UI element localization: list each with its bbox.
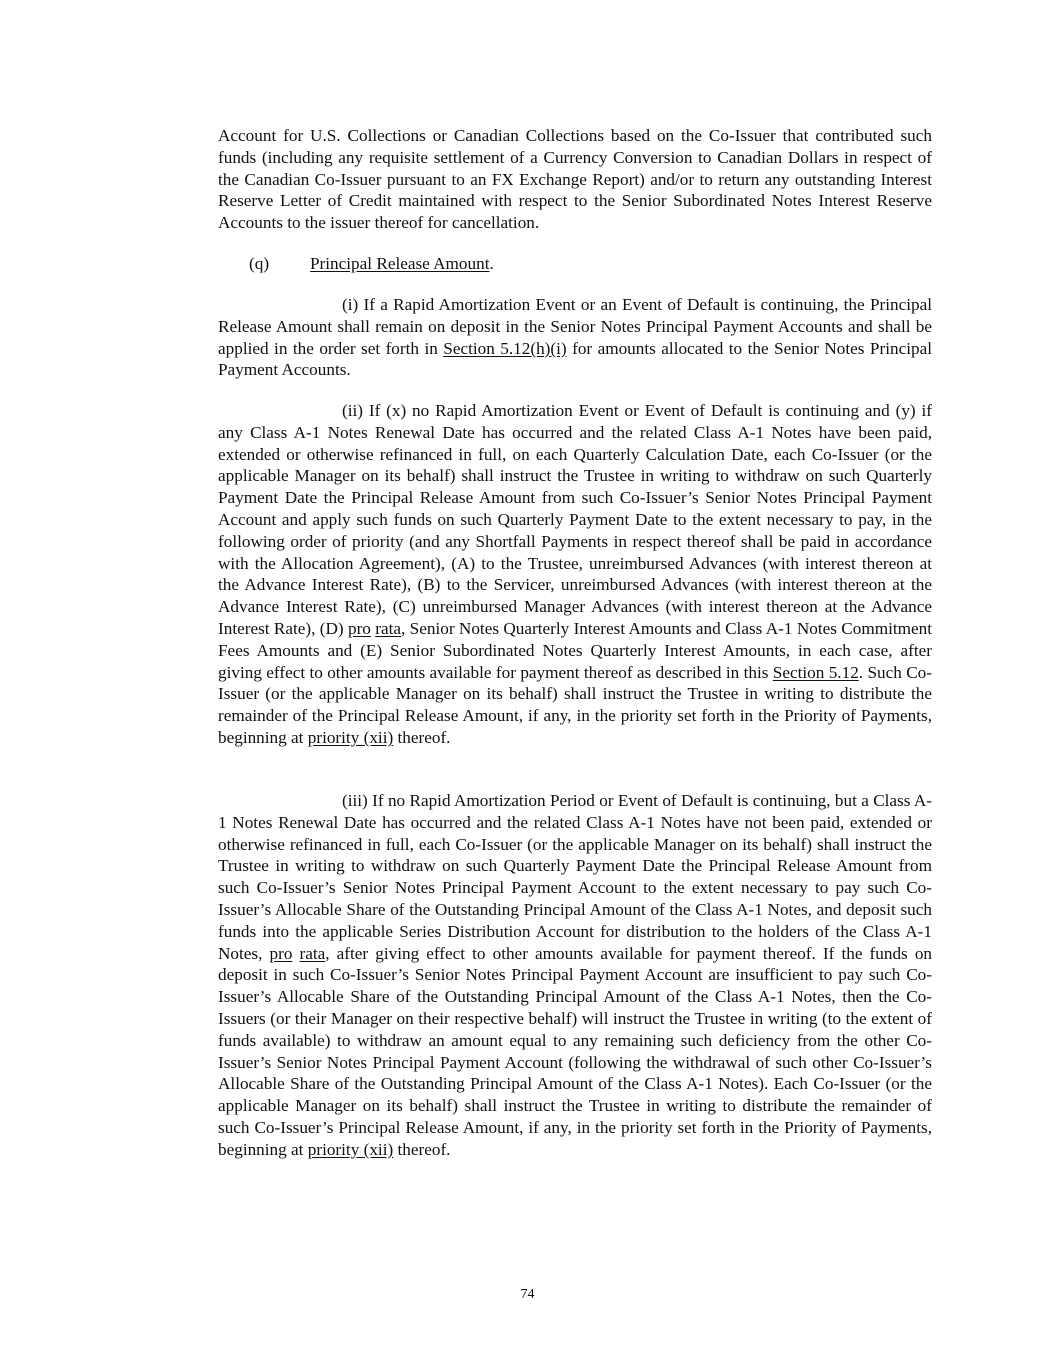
rata-term: rata [375, 618, 402, 638]
pro-term: pro [269, 943, 293, 963]
paragraph-iii-part3: thereof. [393, 1139, 451, 1159]
paragraph-i-text [218, 294, 932, 381]
section-reference-link: Section 5.12 [772, 662, 859, 682]
paragraph-i-part1: (i) If a Rapid Amortization Event or an Event of Default is continuing, the Principal Release Amount shall remain on deposit in the Senior Notes Principal Payment Accounts and shall be applied in the order set forth in [218, 295, 932, 358]
paragraph-iii [218, 790, 932, 1161]
paragraph-i [218, 294, 932, 381]
section-q-heading [249, 253, 494, 275]
continuation-paragraph [218, 125, 932, 234]
section-reference-link: Section 5.12(h)(i) [443, 338, 567, 358]
section-q-title-end: . [489, 254, 494, 273]
paragraph-ii-text [218, 400, 932, 749]
paragraph-ii-part1: (ii) If (x) no Rapid Amortization Event or Event of Default is continuing and (y) if any Class A-1 Notes Renewal Date has occurred and the related Class A-1 Notes have been paid, extended or otherwise refinanced in full, on each Quarterly Calculation Date, each Co-Issuer (or the applicable Manager on its behalf) shall instruct the Trustee in writing to withdraw on such Quarterly Payment Date the Principal Release Amount from such Co-Issuer’s Senior Notes Principal Payment Account and apply such funds on such Quarterly Payment Date to the extent necessary to pay, in the following order of priority (and any Shortfall Payments in respect thereof shall be paid in accordance with the Allocation Agreement), (A) to the Trustee, unreimbursed Advances (with interest thereon at the Advance Interest Rate), (B) to the Servicer, unreimbursed Advances (with interest thereon at the Advance Interest Rate), (C) unreimbursed Manager Advances (with interest thereon at the Advance Interest Rate), (D) [218, 401, 932, 638]
page-number: 74 [520, 1287, 535, 1302]
priority-reference-link: priority (xii) [307, 1139, 394, 1159]
rata-term: rata [299, 943, 326, 963]
paragraph-ii-part2: , Senior Notes Quarterly Interest Amounts and Class A-1 Notes Commitment Fees Amounts and (E) Senior Subordinated Notes Quarterly Interest Amounts, in each case, after giving effect to other amounts available for payment thereof as described in this [218, 618, 932, 682]
paragraph-iii-part2: , after giving effect to other amounts available for payment thereof. If the funds on deposit in such Co-Issuer’s Senior Notes Principal Payment Account are insufficient to pay such Co-Issuer’s Allocable Share of the Outstanding Principal Amount of the Class A-1 Notes, then the Co-Issuers (or their Manager on their respective behalf) will instruct the Trustee in writing (to the extent of funds available) to withdraw an amount equal to any remaining such deficiency from the other Co-Issuer’s Senior Notes Principal Payment Account (following the withdrawal of such other Co-Issuer’s Allocable Share of the Outstanding Principal Amount of the Class A-1 Notes). Each Co-Issuer (or the applicable Manager on its behalf) shall instruct the Trustee in writing to distribute the remainder of such Co-Issuer’s Principal Release Amount, if any, in the priority set forth in the Priority of Payments, beginning at [218, 943, 933, 1159]
paragraph-iii-part1: (iii) If no Rapid Amortization Period or Event of Default is continuing, but a Class A-1 Notes Renewal Date has occurred and the related Class A-1 Notes have not been paid, extended or otherwise refinanced in full, each Co-Issuer (or the applicable Manager on its behalf) shall instruct the Trustee in writing to withdraw on such Quarterly Payment Date the Principal Release Amount from such Co-Issuer’s Senior Notes Principal Payment Account to the extent necessary to pay such Co-Issuer’s Allocable Share of the Outstanding Principal Amount of the Class A-1 Notes, and deposit such funds into the applicable Series Distribution Account for distribution to the holders of the Class A-1 Notes, [218, 791, 932, 963]
pro-term: pro [347, 618, 371, 638]
section-q-label: (q) [249, 254, 270, 273]
paragraph-ii [218, 400, 932, 749]
paragraph-i-part2: for amounts allocated to the Senior Notes Principal Payment Accounts. [218, 338, 932, 380]
priority-reference-link: priority (xii) [307, 727, 394, 747]
continuation-text: Account for U.S. Collections or Canadian Collections based on the Co-Issuer that contributed such funds (including any requisite settlement of a Currency Conversion to Canadian Dollars in respect of the Canadian Co-Issuer pursuant to an FX Exchange Report) and/or to return any outstanding Interest Reserve Letter of Credit maintained with respect to the Senior Subordinated Notes Interest Reserve Accounts to the issuer thereof for cancellation. [218, 126, 932, 233]
paragraph-ii-part4: thereof. [393, 727, 451, 747]
section-q-title: Principal Release Amount [310, 254, 490, 273]
paragraph-ii-part3: . Such Co-Issuer (or the applicable Manager on its behalf) shall instruct the Trustee in writing to distribute the remainder of the Principal Release Amount, if any, in the priority set forth in the Priority of Payments, beginning at [218, 662, 932, 747]
paragraph-iii-text [218, 790, 932, 1161]
